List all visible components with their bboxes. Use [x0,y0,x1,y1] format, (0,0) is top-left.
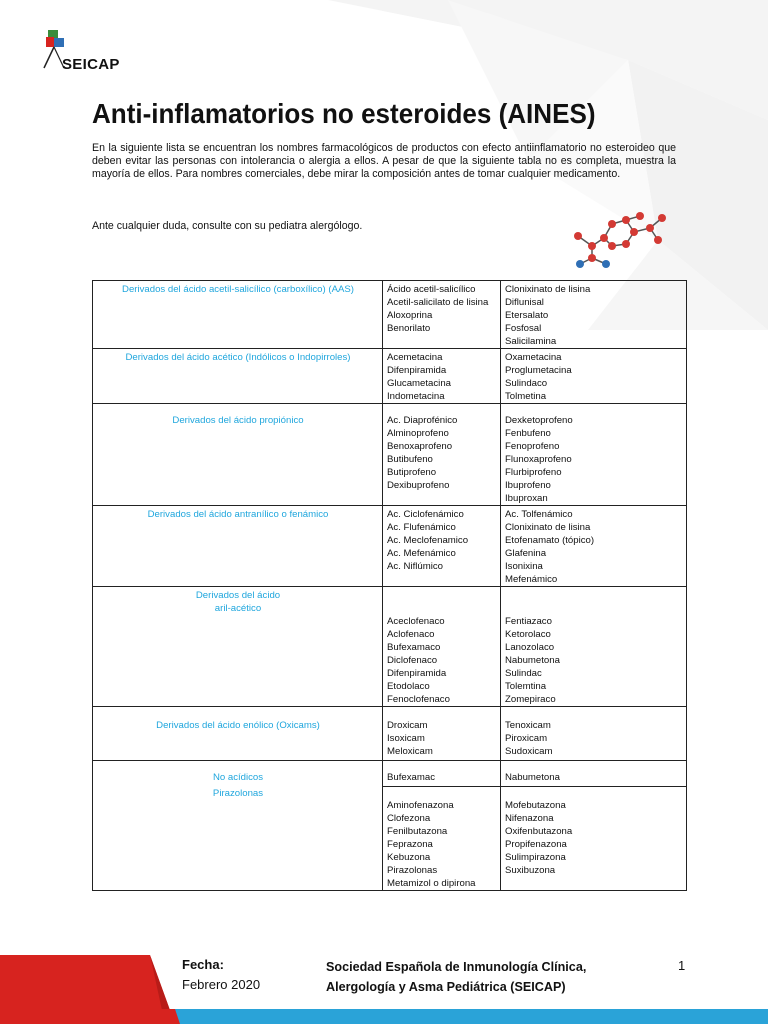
drug-name: Difenpiramida [387,668,447,679]
drug-name: Alminoprofeno [387,428,449,439]
drug-name: Bufexamaco [387,642,441,653]
drug-column-2 [501,761,687,787]
drug-name: Salicilamina [505,336,557,347]
drug-name: Aminofenazona [387,800,454,811]
drug-name: Etodolaco [387,681,430,692]
drug-name: Clonixinato de lisina [505,284,591,295]
drug-name: Fenoprofeno [505,441,560,452]
drug-name: Zomepiraco [505,694,556,705]
molecule-icon [568,206,672,270]
organization-line-2: Alergología y Asma Pediátrica (SEICAP) [326,980,566,994]
drug-name: Butiprofeno [387,467,437,478]
drug-column-2 [501,787,687,891]
drug-name: Ibuproxan [505,493,548,504]
drug-name: Ac. Mefenámico [387,548,456,559]
drug-name: Flurbiprofeno [505,467,562,478]
drug-column-2 [501,404,687,506]
drug-name: Etersalato [505,310,549,321]
drug-name: Fenbufeno [505,428,551,439]
table-row [93,281,687,349]
category-label: Derivados del ácido antranílico o fenámico [147,509,329,520]
drug-name: Tenoxicam [505,720,551,731]
intro-paragraph: En la siguiente lista se encuentran los nombres farmacológicos de productos con efecto antiinflamatorio no esteroideo que deben evitar las personas con intolerancia o alergia a ellos. A pesar de que la siguiente tabla no es completa, muestra la mayoría de ellos. Para nombres comerciales, debe mirar la composición antes de tomar cualquier medicamento. [92,142,676,181]
drug-name: Ac. Flufenámico [387,522,456,533]
organization-line-1: Sociedad Española de Inmunología Clínica, [326,960,587,974]
table-row [93,587,687,707]
page-number: 1 [678,958,686,973]
drug-column-2 [501,587,687,707]
drug-name: Ac. Niflúmico [387,561,443,572]
drug-name: Fenoclofenaco [387,694,450,705]
drug-name: Ac. Meclofenamico [387,535,469,546]
organization-name [326,957,626,997]
category-cell [93,349,383,404]
drug-column-2 [501,707,687,761]
drug-name: Feprazona [387,839,433,850]
drug-name: Piroxicam [505,733,548,744]
drug-name: Nabumetona [505,655,560,666]
category-cell [93,707,383,761]
drug-name: Ácido acetil-salicílico [387,284,476,295]
page-title: Anti-inflamatorios no esteroides (AINES) [92,98,596,129]
drug-name: Sudoxicam [505,746,553,757]
drug-name: Metamizol o dipirona [387,878,476,889]
drug-name: Clofezona [387,813,431,824]
drug-name: Sulindaco [505,378,548,389]
table-row [93,761,687,787]
category-label: Derivados del ácido enólico (Oxicams) [156,720,320,731]
drug-name: Glafenina [505,548,547,559]
drug-name: Propifenazona [505,839,567,850]
drug-name: Clonixinato de lisina [505,522,591,533]
table-row [93,349,687,404]
drug-name: Tolmetina [505,391,547,402]
drug-name: Diclofenaco [387,655,438,666]
drug-column-2 [501,506,687,587]
drug-name: Pirazolonas [387,865,438,876]
drug-name: Diflunisal [505,297,544,308]
drug-name: Ac. Tolfenámico [505,509,573,520]
category-cell [93,761,383,787]
drug-column-1 [383,761,501,787]
drug-name: Benorilato [387,323,431,334]
drug-name: Kebuzona [387,852,431,863]
category-label: Derivados del ácido [195,590,281,601]
category-cell [93,506,383,587]
drug-column-1 [383,506,501,587]
drug-name: Etofenamato (tópico) [505,535,595,546]
drug-name: Nifenazona [505,813,554,824]
category-label: Derivados del ácido acético (Indólicos o Indopirroles) [125,352,351,363]
drug-name: Dexketoprofeno [505,415,573,426]
drug-column-2 [501,349,687,404]
drug-name: Flunoxaprofeno [505,454,572,465]
drug-name: Lanozolaco [505,642,555,653]
drug-name: Sulimpirazona [505,852,566,863]
drug-name: Mefenámico [505,574,558,585]
drug-name: Nabumetona [505,772,560,783]
drug-name: Butibufeno [387,454,433,465]
table-row [93,404,687,506]
drug-name: Oxifenbutazona [505,826,573,837]
drug-name: Indometacina [387,391,445,402]
date-label: Fecha: [182,957,224,972]
category-label: aril-acético [214,603,262,614]
aines-table [92,280,687,891]
table-row [93,787,687,891]
drug-name: Aceclofenaco [387,616,445,627]
category-label: No acídicos [212,772,264,783]
drug-name: Aclofenaco [387,629,435,640]
category-cell [93,404,383,506]
drug-name: Benoxaprofeno [387,441,453,452]
drug-column-2 [501,281,687,349]
date-value: Febrero 2020 [182,977,261,992]
drug-name: Ketorolaco [505,629,551,640]
drug-name: Dexibuprofeno [387,480,450,491]
drug-name: Proglumetacina [505,365,572,376]
drug-column-1 [383,787,501,891]
category-label: Derivados del ácido propiónico [172,415,304,426]
drug-name: Ac. Ciclofenámico [387,509,464,520]
drug-name: Ibuprofeno [505,480,551,491]
drug-name: Glucametacina [387,378,451,389]
drug-name: Aloxoprina [387,310,433,321]
drug-name: Tolemtina [505,681,547,692]
drug-name: Acemetacina [387,352,443,363]
logo-text: SEICAP [62,56,120,73]
drug-name: Bufexamac [387,772,435,783]
table-row [93,707,687,761]
drug-name: Oxametacina [505,352,562,363]
category-cell [93,281,383,349]
category-label: Derivados del ácido acetil-salicílico (carboxílico) (AAS) [122,284,354,295]
table-row [93,506,687,587]
category-cell [93,787,383,891]
drug-name: Acetil-salicilato de lisina [387,297,489,308]
advice-note: Ante cualquier duda, consulte con su pediatra alergólogo. [92,220,363,232]
drug-name: Fentiazaco [505,616,552,627]
drug-column-1 [383,349,501,404]
drug-column-1 [383,707,501,761]
drug-name: Fosfosal [505,323,542,334]
drug-name: Isonixina [505,561,543,572]
drug-column-1 [383,404,501,506]
drug-name: Fenilbutazona [387,826,448,837]
drug-column-1 [383,587,501,707]
drug-column-1 [383,281,501,349]
drug-name: Mofebutazona [505,800,566,811]
drug-name: Meloxicam [387,746,433,757]
drug-name: Droxicam [387,720,428,731]
drug-name: Ac. Diaprofénico [387,415,458,426]
drug-name: Suxibuzona [505,865,556,876]
drug-name: Isoxicam [387,733,425,744]
drug-name: Difenpiramida [387,365,447,376]
category-cell [93,587,383,707]
category-label: Pirazolonas [212,787,264,799]
drug-name: Sulindac [505,668,542,679]
